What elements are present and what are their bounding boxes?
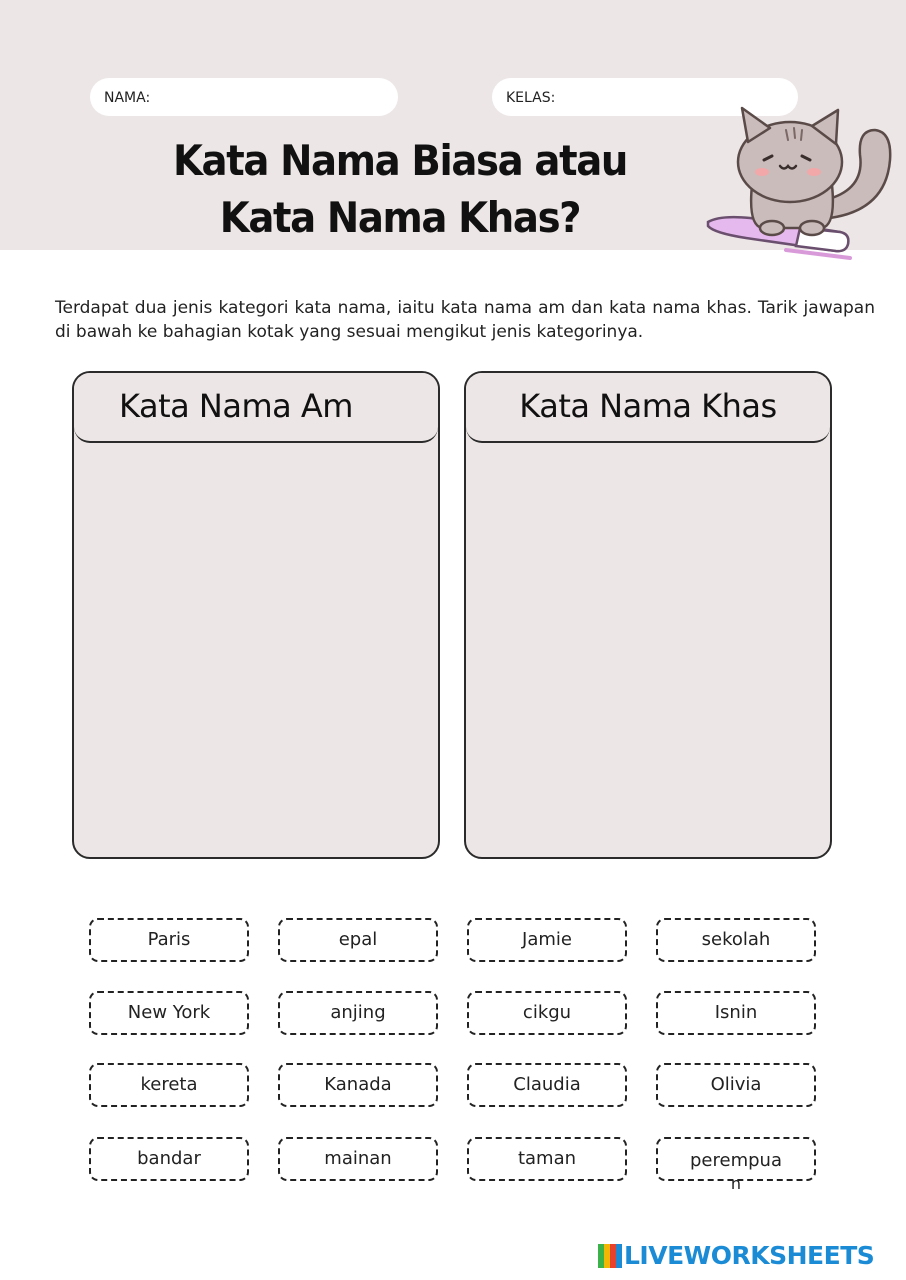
word-chip[interactable]: Jamie [467, 918, 627, 962]
word-chip[interactable]: mainan [278, 1137, 438, 1181]
word-chip[interactable]: Kanada [278, 1063, 438, 1107]
panel-title-am: Kata Nama Am [119, 387, 353, 425]
word-chip[interactable]: bandar [89, 1137, 249, 1181]
name-label: NAMA: [104, 90, 151, 106]
logo-text: LIVEWORKSHEETS [624, 1241, 875, 1270]
word-chip[interactable]: sekolah [656, 918, 816, 962]
drop-zone-kata-nama-khas[interactable] [464, 371, 832, 859]
panel-header [74, 373, 438, 443]
page-title-line-2: Kata Nama Khas? [219, 193, 581, 242]
word-chip[interactable]: anjing [278, 991, 438, 1035]
liveworksheets-logo-icon [598, 1244, 622, 1268]
word-chip[interactable]: taman [467, 1137, 627, 1181]
word-chip-text-line-2: n [730, 1174, 742, 1193]
word-chip-text-line-1: perempua [690, 1150, 782, 1171]
word-chip[interactable]: kereta [89, 1063, 249, 1107]
liveworksheets-logo [598, 1240, 898, 1272]
panel-title-khas: Kata Nama Khas [519, 387, 777, 425]
word-chip[interactable]: Paris [89, 918, 249, 962]
cat-illustration-icon [700, 100, 900, 265]
instructions-text: Terdapat dua jenis kategori kata nama, iaitu kata nama am dan kata nama khas. Tarik jawapan di bawah ke bahagian kotak yang sesuai mengikut jenis kategorinya. [55, 298, 875, 342]
class-label: KELAS: [506, 90, 556, 106]
word-chip[interactable]: epal [278, 918, 438, 962]
word-chip[interactable]: Claudia [467, 1063, 627, 1107]
drop-zone-kata-nama-am[interactable] [72, 371, 440, 859]
word-chip[interactable]: New York [89, 991, 249, 1035]
panel-header [466, 373, 830, 443]
name-field[interactable] [90, 78, 398, 116]
word-chip[interactable]: Isnin [656, 991, 816, 1035]
word-chip[interactable]: Olivia [656, 1063, 816, 1107]
word-chip-perempuan[interactable] [656, 1137, 816, 1193]
word-chip[interactable]: cikgu [467, 991, 627, 1035]
page-title-line-1: Kata Nama Biasa atau [172, 136, 628, 185]
